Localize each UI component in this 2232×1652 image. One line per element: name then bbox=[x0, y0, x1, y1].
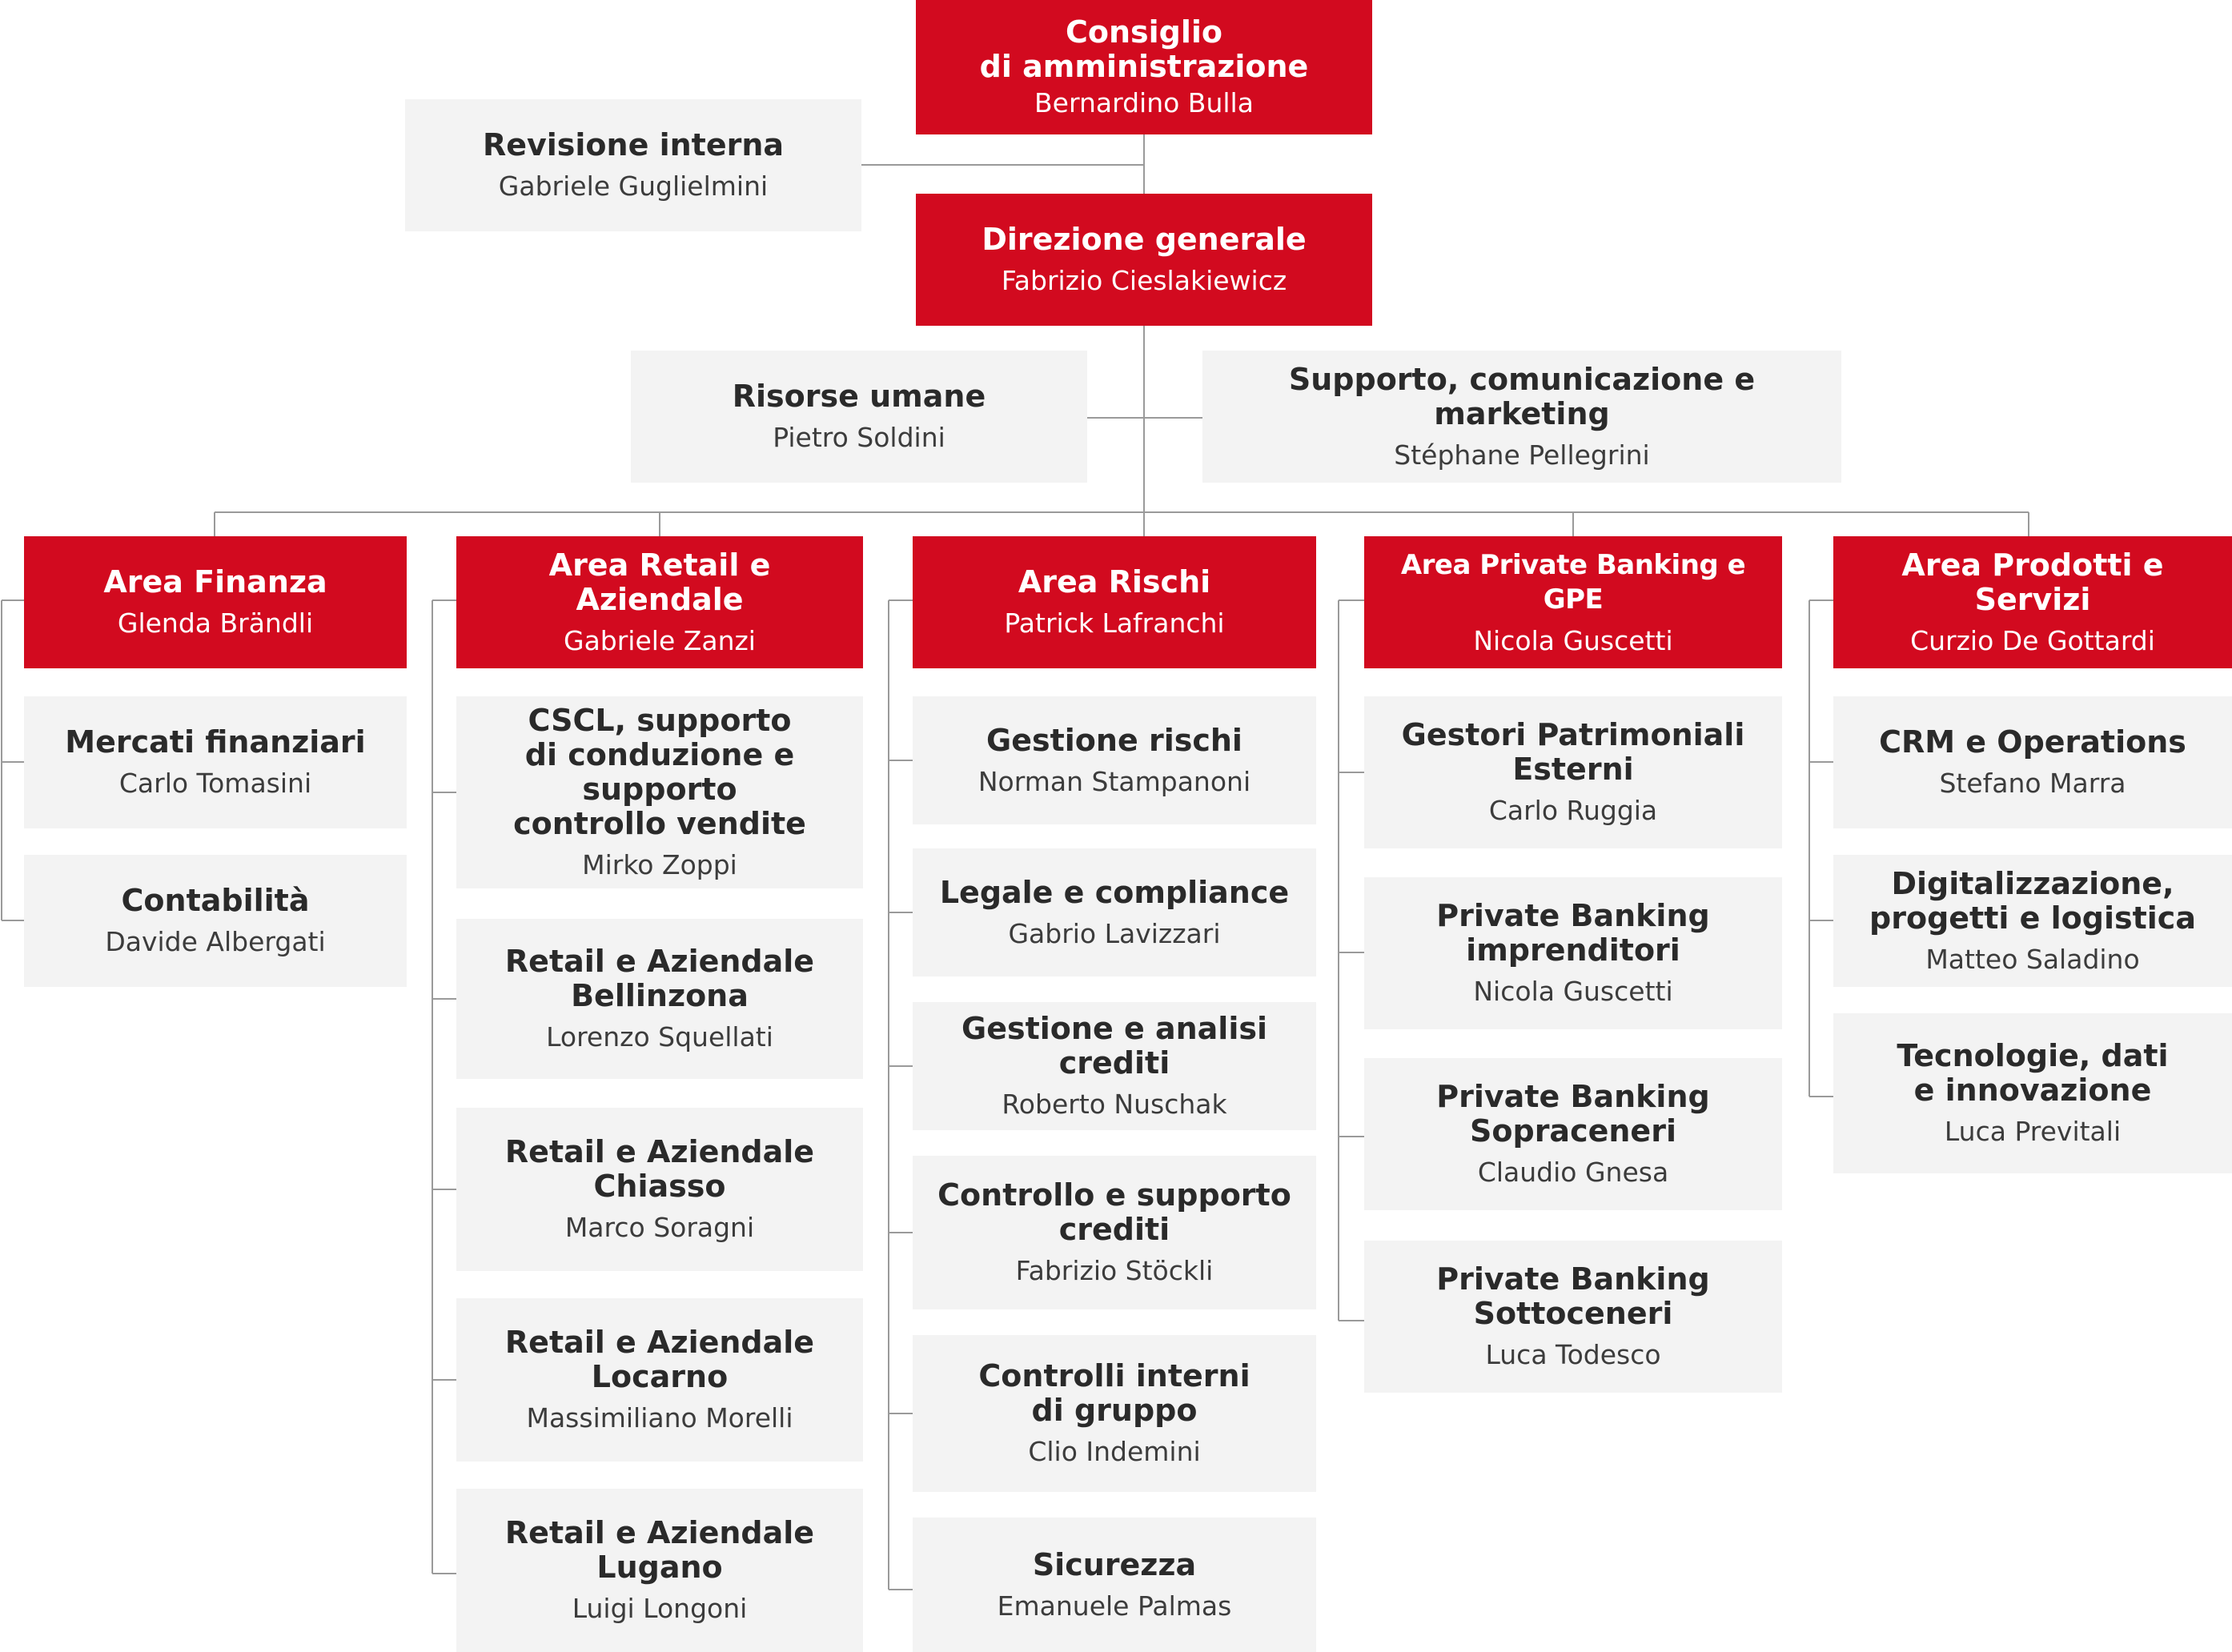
unit-box bbox=[24, 855, 407, 987]
unit-head: Gabrio Lavizzari bbox=[1008, 917, 1221, 949]
unit-box bbox=[913, 1518, 1316, 1652]
unit-title: Retail e Aziendale Lugano bbox=[504, 1515, 815, 1585]
unit-head: Clio Indemini bbox=[1028, 1436, 1201, 1467]
unit-head: Luigi Longoni bbox=[572, 1593, 748, 1624]
unit-box bbox=[913, 1335, 1316, 1492]
unit-head: Massimiliano Morelli bbox=[526, 1402, 793, 1433]
unit-title: Gestione rischi bbox=[986, 722, 1242, 758]
unit-title: Controllo e supporto crediti bbox=[937, 1177, 1291, 1247]
area-title: Area Finanza bbox=[103, 564, 327, 599]
unit-head: Luca Previtali bbox=[1944, 1116, 2122, 1147]
unit-title: Retail e Aziendale Chiasso bbox=[504, 1134, 815, 1204]
support-box bbox=[1202, 351, 1841, 483]
unit-box bbox=[913, 696, 1316, 824]
area-finanza-box bbox=[24, 536, 407, 668]
unit-title: Sicurezza bbox=[1032, 1546, 1197, 1582]
unit-box bbox=[1833, 855, 2232, 987]
unit-head: Emanuele Palmas bbox=[997, 1590, 1232, 1622]
unit-head: Mirko Zoppi bbox=[582, 849, 737, 880]
unit-box bbox=[1833, 1013, 2232, 1173]
unit-head: Luca Todesco bbox=[1485, 1339, 1661, 1370]
area-retail-box bbox=[456, 536, 863, 668]
unit-box bbox=[1364, 1241, 1782, 1393]
unit-title: Retail e Aziendale Bellinzona bbox=[504, 944, 815, 1013]
board-title: Consiglio di amministrazione bbox=[979, 14, 1309, 84]
general-management-head: Fabrizio Cieslakiewicz bbox=[1001, 265, 1287, 296]
internal-audit-title: Revisione interna bbox=[482, 127, 785, 162]
unit-box bbox=[456, 1489, 863, 1652]
unit-head: Norman Stampanoni bbox=[978, 765, 1251, 797]
unit-head: Stefano Marra bbox=[1939, 768, 2126, 799]
unit-head: Roberto Nuschak bbox=[1002, 1089, 1227, 1120]
unit-title: Retail e Aziendale Locarno bbox=[504, 1325, 815, 1394]
unit-box bbox=[1833, 696, 2232, 828]
unit-title: Controlli interni di gruppo bbox=[978, 1358, 1250, 1428]
unit-title: Mercati finanziari bbox=[65, 724, 366, 760]
board-head: Bernardino Bulla bbox=[1034, 87, 1254, 118]
hr-head: Pietro Soldini bbox=[773, 422, 945, 453]
unit-box bbox=[1364, 877, 1782, 1029]
area-title: Area Retail e Aziendale bbox=[548, 547, 771, 617]
unit-head: Matteo Saladino bbox=[1925, 943, 2140, 975]
unit-title: Digitalizzazione, progetti e logistica bbox=[1869, 865, 2196, 936]
unit-box bbox=[913, 1002, 1316, 1130]
unit-title: Gestione e analisi crediti bbox=[961, 1011, 1267, 1081]
internal-audit-box bbox=[405, 99, 861, 231]
unit-head: Carlo Tomasini bbox=[118, 768, 312, 799]
unit-title: Legale e compliance bbox=[939, 874, 1290, 910]
unit-box bbox=[913, 1156, 1316, 1309]
area-rischi-box bbox=[913, 536, 1316, 668]
unit-title: CSCL, supporto di conduzione e supporto controllo vendite bbox=[513, 703, 806, 841]
unit-box bbox=[24, 696, 407, 828]
unit-title: Private Banking imprenditori bbox=[1436, 898, 1710, 968]
unit-title: CRM e Operations bbox=[1879, 724, 2186, 760]
unit-box bbox=[456, 919, 863, 1079]
unit-head: Nicola Guscetti bbox=[1473, 976, 1673, 1007]
unit-head: Fabrizio Stöckli bbox=[1015, 1255, 1214, 1286]
unit-box bbox=[456, 1298, 863, 1462]
unit-head: Claudio Gnesa bbox=[1477, 1157, 1669, 1188]
area-title: Area Prodotti e Servizi bbox=[1901, 547, 2164, 617]
unit-box bbox=[913, 848, 1316, 976]
unit-box bbox=[1364, 696, 1782, 848]
area-prodotti-box bbox=[1833, 536, 2232, 668]
unit-box bbox=[456, 696, 863, 888]
board-box bbox=[916, 0, 1372, 134]
support-head: Stéphane Pellegrini bbox=[1394, 439, 1650, 471]
area-title: Area Private Banking e GPE bbox=[1400, 548, 1746, 615]
general-management-title: Direzione generale bbox=[982, 222, 1307, 257]
area-private-banking-box bbox=[1364, 536, 1782, 668]
internal-audit-head: Gabriele Guglielmini bbox=[498, 170, 769, 202]
unit-head: Davide Albergati bbox=[105, 926, 326, 957]
unit-head: Carlo Ruggia bbox=[1488, 795, 1658, 826]
unit-head: Lorenzo Squellati bbox=[546, 1021, 773, 1053]
unit-head: Marco Soragni bbox=[564, 1212, 755, 1243]
hr-box bbox=[631, 351, 1087, 483]
general-management-box bbox=[916, 194, 1372, 326]
unit-title: Tecnologie, dati e innovazione bbox=[1897, 1038, 2169, 1108]
unit-title: Contabilità bbox=[121, 883, 310, 918]
support-title: Supporto, comunicazione e marketing bbox=[1288, 361, 1756, 431]
area-head: Patrick Lafranchi bbox=[1004, 607, 1225, 639]
area-title: Area Rischi bbox=[1018, 564, 1211, 599]
area-head: Curzio De Gottardi bbox=[1910, 624, 2155, 656]
area-head: Nicola Guscetti bbox=[1473, 624, 1673, 656]
area-head: Glenda Brändli bbox=[117, 607, 314, 639]
unit-title: Private Banking Sopraceneri bbox=[1436, 1079, 1710, 1149]
hr-title: Risorse umane bbox=[732, 379, 986, 414]
unit-box bbox=[1364, 1058, 1782, 1210]
area-head: Gabriele Zanzi bbox=[564, 624, 756, 656]
unit-title: Private Banking Sottoceneri bbox=[1436, 1261, 1710, 1331]
unit-title: Gestori Patrimoniali Esterni bbox=[1401, 717, 1745, 787]
unit-box bbox=[456, 1108, 863, 1271]
